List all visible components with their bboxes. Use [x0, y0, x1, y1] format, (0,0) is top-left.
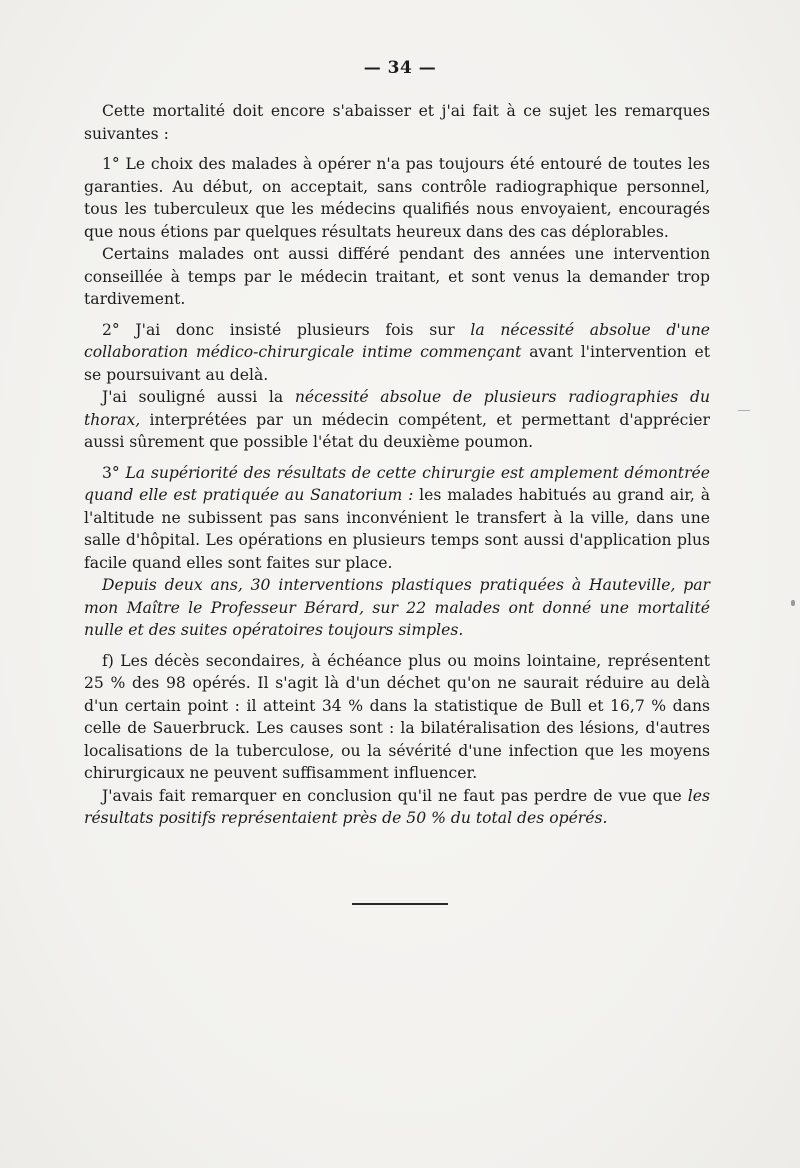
body-text — [84, 100, 710, 830]
hauteville-emphasis: Depuis deux ans, 30 interventions plastiques pratiquées à Hauteville, par mon Maître le Professeur Bérard, sur 22 malades ont donné une mortalité nulle et des suites opératoires toujours simples. — [84, 576, 710, 639]
paragraph-point-2 — [84, 319, 710, 387]
paragraph-point-f: f) Les décès secondaires, à échéance plus ou moins lointaine, représentent 25 % des 98 opérés. Il s'agit là d'un déchet qu'on ne saurait réduire au delà d'un certain point : il atteint 34 % dans la statistique de Bull et 16,7 % dans celle de Sauerbruck. Les causes sont : la bilatéralisation des lésions, d'autres localisations de la tuberculose, ou la sévérité d'une infection que les moyens chirurgicaux ne peuvent suffisamment influencer. — [84, 651, 710, 782]
point-3-tail: les malades habitués au grand air, à l'altitude ne subissent pas sans inconvénient le transfert à la ville, dans une salle d'hôpital. Les opérations en plusieurs temps sont aussi d'application plus facile quand elles sont faites sur place. — [84, 486, 710, 572]
point-2-tail: avant l'intervention et se poursuivant au delà. — [84, 343, 710, 384]
paragraph-hauteville — [84, 574, 710, 642]
paragraph-point-1: 1° Le choix des malades à opérer n'a pas toujours été entouré de toutes les garanties. Au début, on acceptait, sans contrôle radiographique personnel, tous les tuberculeux que les médecins qualifiés nous envoyaient, encouragés que nous étions par quelques résultats heureux dans des cas déplorables. — [84, 155, 710, 241]
paragraph-late-patients: Certains malades ont aussi différé pendant des années une intervention conseillée à temps par le médecin traitant, et sont venus la demander trop tardivement. — [84, 245, 710, 308]
conclusion-emphasis: les résultats positifs représentaient près de 50 % du total des opérés. — [84, 786, 710, 827]
conclusion-lead: J'avais fait remarquer en conclusion qu'il ne faut pas perdre de vue que — [102, 786, 688, 805]
radiographies-lead: J'ai souligné aussi la — [102, 388, 295, 406]
paragraph-point-3 — [84, 462, 710, 575]
paragraph-conclusion — [84, 785, 710, 830]
point-3-emphasis: La supériorité des résultats de cette chirurgie est amplement démontrée quand elle est pratiquée au Sanatorium : — [84, 463, 710, 504]
point-2-emphasis: la nécessité absolue d'une collaboration médico-chirurgicale intime commençant — [84, 320, 710, 361]
margin-speck — [791, 600, 795, 606]
point-3-lead: 3° — [102, 463, 126, 482]
paragraph-intro: Cette mortalité doit encore s'abaisser et j'ai fait à ce sujet les remarques suivantes : — [84, 102, 710, 143]
radiographies-emphasis: nécessité absolue de plusieurs radiographies du thorax, — [84, 388, 710, 429]
radiographies-tail: interprétées par un médecin compétent, et permettant d'apprécier aussi sûrement que possible l'état du deuxième poumon. — [84, 410, 710, 451]
margin-tick — [738, 410, 750, 411]
paragraph-radiographies — [84, 386, 710, 454]
point-2-lead: 2° J'ai donc insisté plusieurs fois sur — [102, 320, 471, 339]
page-number: — 34 — — [363, 58, 437, 78]
end-rule — [352, 903, 448, 905]
